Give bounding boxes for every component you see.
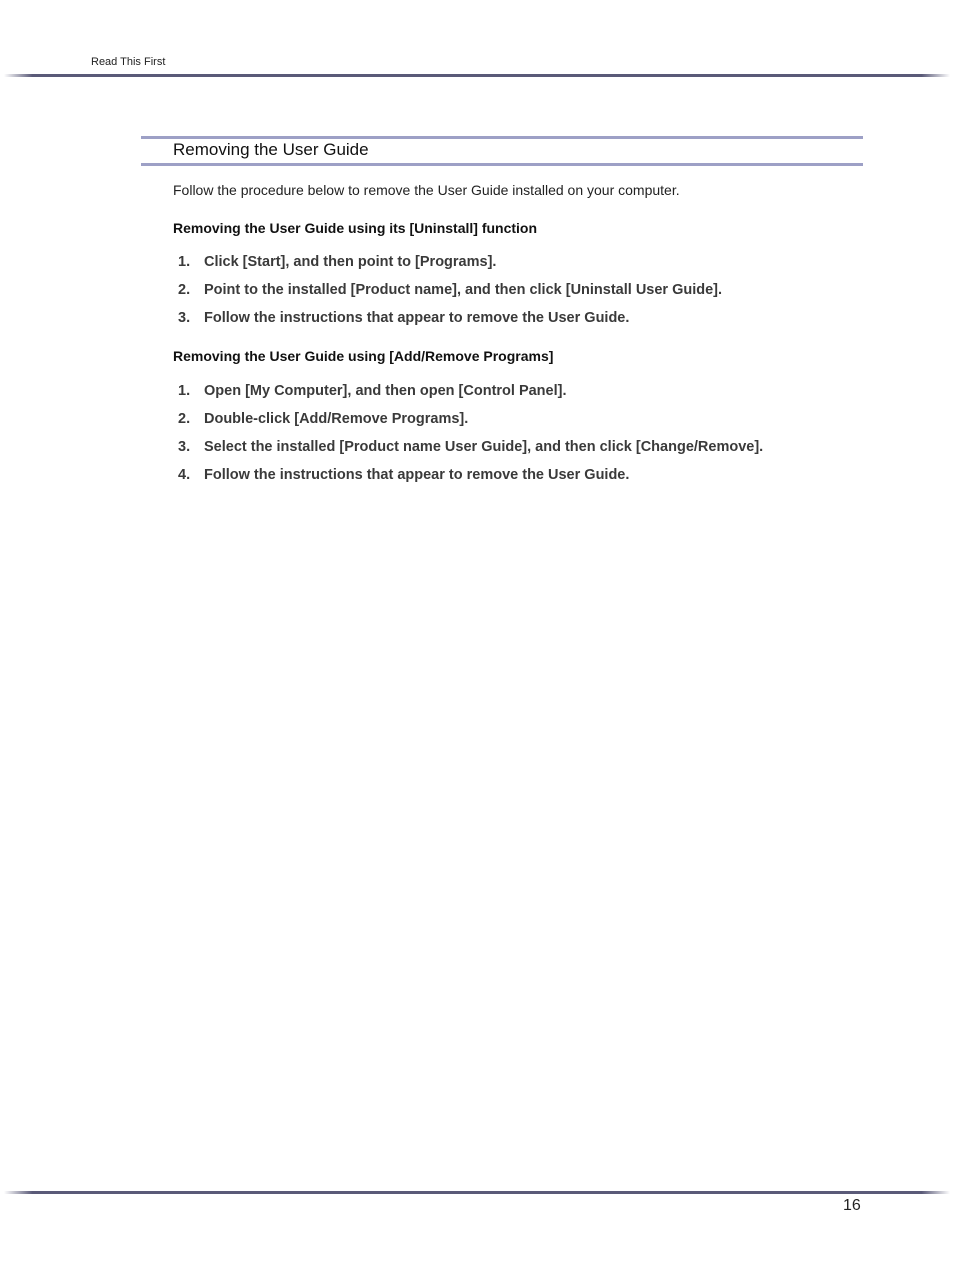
step-number: 3. xyxy=(178,310,191,326)
step-text: Follow the instructions that appear to remove the User Guide. xyxy=(204,467,630,483)
header-rule xyxy=(4,74,950,77)
step-text: Double-click [Add/Remove Programs]. xyxy=(204,411,469,427)
step-text: Point to the installed [Product name], and then click [Uninstall User Guide]. xyxy=(204,282,723,298)
procedure-uninstall-title: Removing the User Guide using its [Uninstall] function xyxy=(173,220,538,236)
step-text: Click [Start], and then point to [Programs]. xyxy=(204,254,497,270)
list-item xyxy=(178,383,763,411)
page-number: 16 xyxy=(843,1197,861,1214)
list-item xyxy=(178,282,722,310)
footer-rule xyxy=(4,1191,950,1194)
running-header: Read This First xyxy=(91,56,166,68)
list-item xyxy=(178,439,763,467)
step-text: Open [My Computer], and then open [Control Panel]. xyxy=(204,383,567,399)
step-number: 2. xyxy=(178,282,191,298)
list-item xyxy=(178,411,763,439)
list-item xyxy=(178,310,722,338)
section-title: Removing the User Guide xyxy=(173,140,369,159)
step-number: 3. xyxy=(178,439,191,455)
section-heading xyxy=(141,136,863,166)
procedure-uninstall-steps xyxy=(178,254,722,338)
list-item xyxy=(178,254,722,282)
step-number: 4. xyxy=(178,467,191,483)
procedure-add-remove-title: Removing the User Guide using [Add/Remove Programs] xyxy=(173,348,554,364)
step-number: 2. xyxy=(178,411,191,427)
list-item xyxy=(178,467,763,495)
step-number: 1. xyxy=(178,254,191,270)
step-number: 1. xyxy=(178,383,191,399)
intro-paragraph: Follow the procedure below to remove the User Guide installed on your computer. xyxy=(173,182,680,198)
procedure-add-remove-steps xyxy=(178,383,763,495)
step-text: Select the installed [Product name User Guide], and then click [Change/Remove]. xyxy=(204,439,764,455)
step-text: Follow the instructions that appear to remove the User Guide. xyxy=(204,310,630,326)
